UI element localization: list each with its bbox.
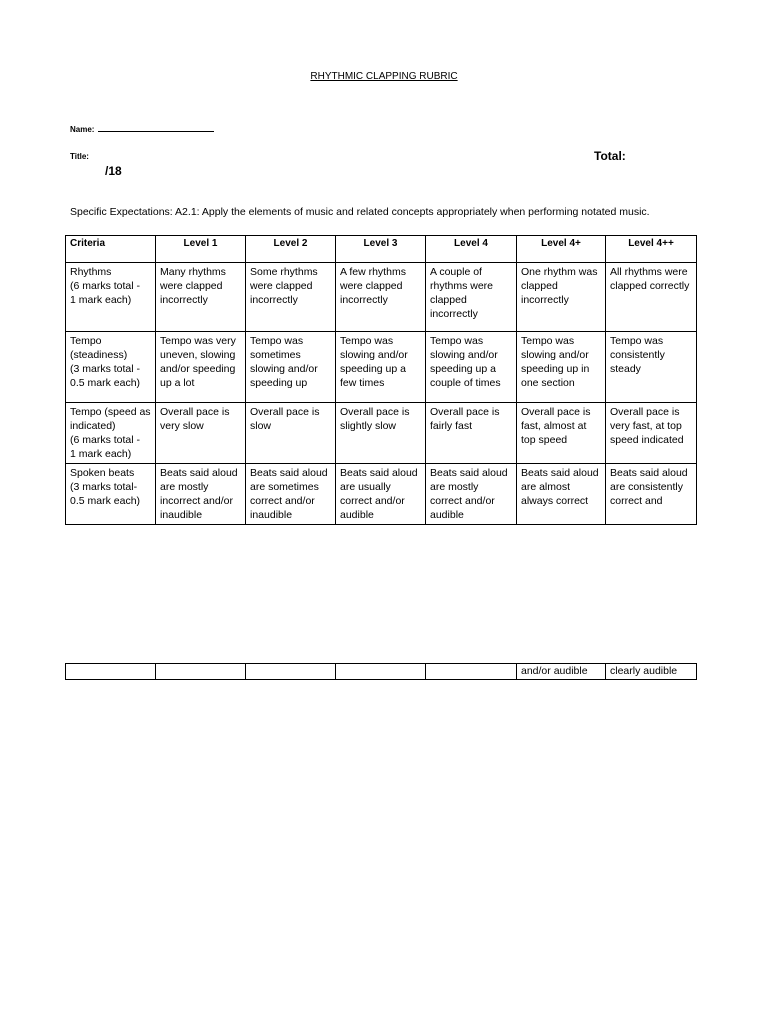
header-level-1: Level 1	[156, 236, 246, 263]
table-cell: Tempo was slowing and/or speeding up a couple of times	[426, 332, 517, 403]
rubric-table	[65, 235, 697, 525]
name-field	[70, 124, 214, 134]
table-cell: Overall pace is fast, almost at top speed	[517, 403, 606, 464]
criteria-cell	[66, 263, 156, 332]
table-cell: Overall pace is slightly slow	[336, 403, 426, 464]
criteria-cell	[66, 403, 156, 464]
criteria-cell	[66, 464, 156, 525]
header-level-4-plus: Level 4+	[517, 236, 606, 263]
criteria-marks-each: 1 mark each)	[70, 294, 132, 306]
table-cell: All rhythms were clapped correctly	[606, 263, 697, 332]
table-cell	[66, 664, 156, 680]
criteria-marks: (3 marks total-	[70, 481, 138, 493]
table-row	[66, 403, 697, 464]
table-cell: Tempo was slowing and/or speeding up in one section	[517, 332, 606, 403]
criteria-name: Spoken beats	[70, 467, 135, 479]
title-label: Title:	[70, 152, 89, 161]
header-level-4-plus-plus: Level 4++	[606, 236, 697, 263]
table-cell: One rhythm was clapped incorrectly	[517, 263, 606, 332]
criteria-marks-each: 1 mark each)	[70, 448, 132, 460]
table-cell: Tempo was slowing and/or speeding up a few times	[336, 332, 426, 403]
table-cell: Beats said aloud are mostly incorrect and/or inaudible	[156, 464, 246, 525]
document-title: RHYTHMIC CLAPPING RUBRIC	[310, 71, 458, 82]
table-cell: A couple of rhythms were clapped incorrectly	[426, 263, 517, 332]
table-cell: Tempo was very uneven, slowing and/or speeding up a lot	[156, 332, 246, 403]
criteria-subname: (steadiness)	[70, 349, 128, 361]
header-level-2: Level 2	[246, 236, 336, 263]
criteria-name: Tempo	[70, 335, 102, 347]
rubric-header-row	[66, 236, 697, 263]
table-cell: Tempo was sometimes slowing and/or speeding up	[246, 332, 336, 403]
specific-expectations: Specific Expectations: A2.1: Apply the elements of music and related concepts appropriately when performing notated music.	[70, 206, 650, 218]
criteria-marks-each: 0.5 mark each)	[70, 377, 141, 389]
table-cell	[156, 664, 246, 680]
table-cell: Beats said aloud are consistently correct and	[606, 464, 697, 525]
criteria-marks: (3 marks total -	[70, 363, 141, 375]
total-out-of: /18	[105, 164, 122, 178]
criteria-name: Rhythms	[70, 266, 112, 278]
table-cell	[246, 664, 336, 680]
table-cell	[426, 664, 517, 680]
table-cell: Tempo was consistently steady	[606, 332, 697, 403]
table-cell: Beats said aloud are usually correct and/or audible	[336, 464, 426, 525]
table-row	[66, 664, 697, 680]
criteria-name: Tempo (speed as indicated)	[70, 406, 151, 432]
rubric-table-continuation	[65, 663, 697, 680]
criteria-marks: (6 marks total -	[70, 434, 141, 446]
name-label: Name:	[70, 125, 95, 134]
table-cell: Some rhythms were clapped incorrectly	[246, 263, 336, 332]
header-criteria: Criteria	[66, 236, 156, 263]
table-cell: A few rhythms were clapped incorrectly	[336, 263, 426, 332]
table-cell: Many rhythms were clapped incorrectly	[156, 263, 246, 332]
table-cell: and/or audible	[517, 664, 606, 680]
table-cell: Overall pace is fairly fast	[426, 403, 517, 464]
table-row	[66, 332, 697, 403]
header-level-3: Level 3	[336, 236, 426, 263]
table-cell: Beats said aloud are mostly correct and/or audible	[426, 464, 517, 525]
name-blank-line	[98, 124, 214, 132]
table-cell: clearly audible	[606, 664, 697, 680]
table-cell: Overall pace is slow	[246, 403, 336, 464]
total-label: Total:	[594, 149, 626, 163]
header-level-4: Level 4	[426, 236, 517, 263]
table-cell: Beats said aloud are almost always correct	[517, 464, 606, 525]
table-cell: Beats said aloud are sometimes correct and/or inaudible	[246, 464, 336, 525]
criteria-cell	[66, 332, 156, 403]
criteria-marks-each: 0.5 mark each)	[70, 495, 141, 507]
table-cell: Overall pace is very slow	[156, 403, 246, 464]
criteria-marks: (6 marks total -	[70, 280, 141, 292]
table-cell: Overall pace is very fast, at top speed indicated	[606, 403, 697, 464]
table-row	[66, 263, 697, 332]
table-cell	[336, 664, 426, 680]
table-row	[66, 464, 697, 525]
